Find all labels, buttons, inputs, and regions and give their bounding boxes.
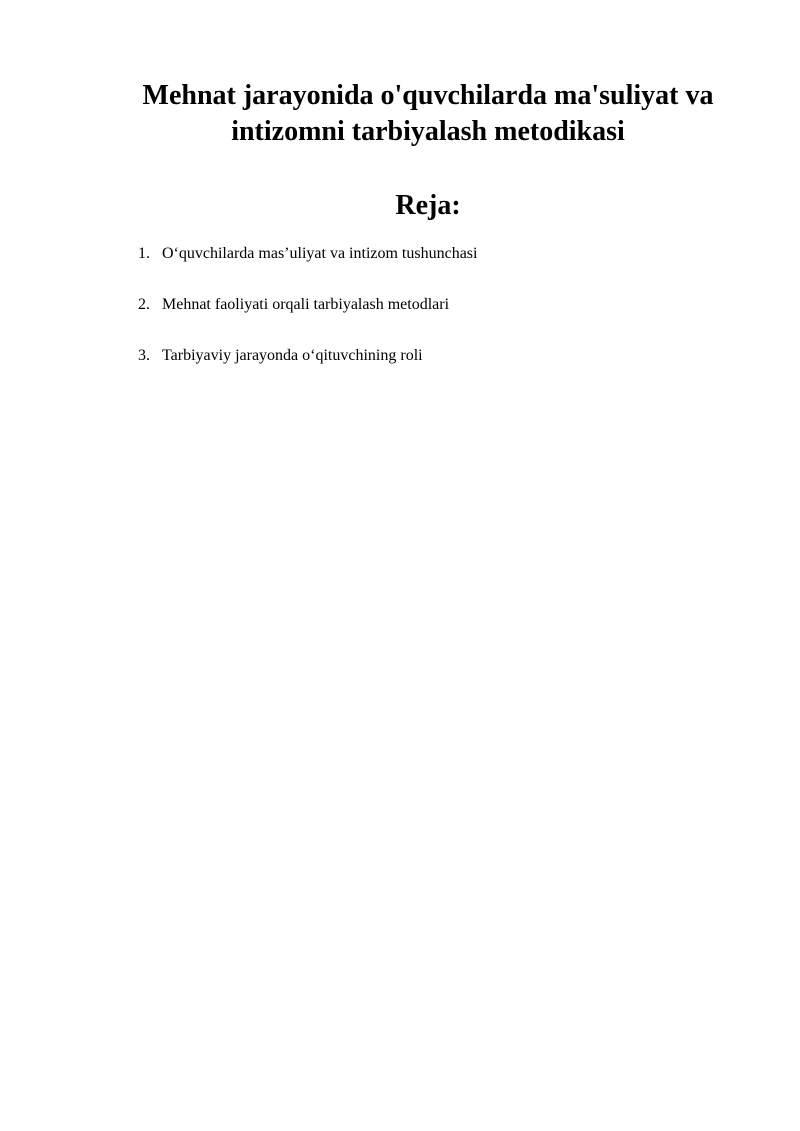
plan-item-number: 1. [138, 245, 150, 262]
plan-item-3 [138, 344, 758, 368]
title-line-2: intizomni tarbiyalash metodikasi [231, 116, 625, 147]
plan-item-1 [138, 242, 758, 266]
plan-item-text: O‘quvchilarda mas’uliyat va intizom tushunchasi [162, 245, 478, 262]
plan-item-text: Mehnat faoliyati orqali tarbiyalash metodlari [162, 296, 450, 313]
document-title [96, 78, 760, 150]
title-line-1: Mehnat jarayonida o'quvchilarda ma'suliyat va [142, 80, 714, 111]
plan-item-number: 2. [138, 296, 150, 313]
plan-item-text: Tarbiyaviy jarayonda o‘qituvchining roli [162, 347, 423, 364]
plan-item-number: 3. [138, 347, 150, 364]
plan-list [138, 242, 758, 395]
plan-item-2 [138, 293, 758, 317]
plan-heading: Reja: [395, 190, 461, 221]
